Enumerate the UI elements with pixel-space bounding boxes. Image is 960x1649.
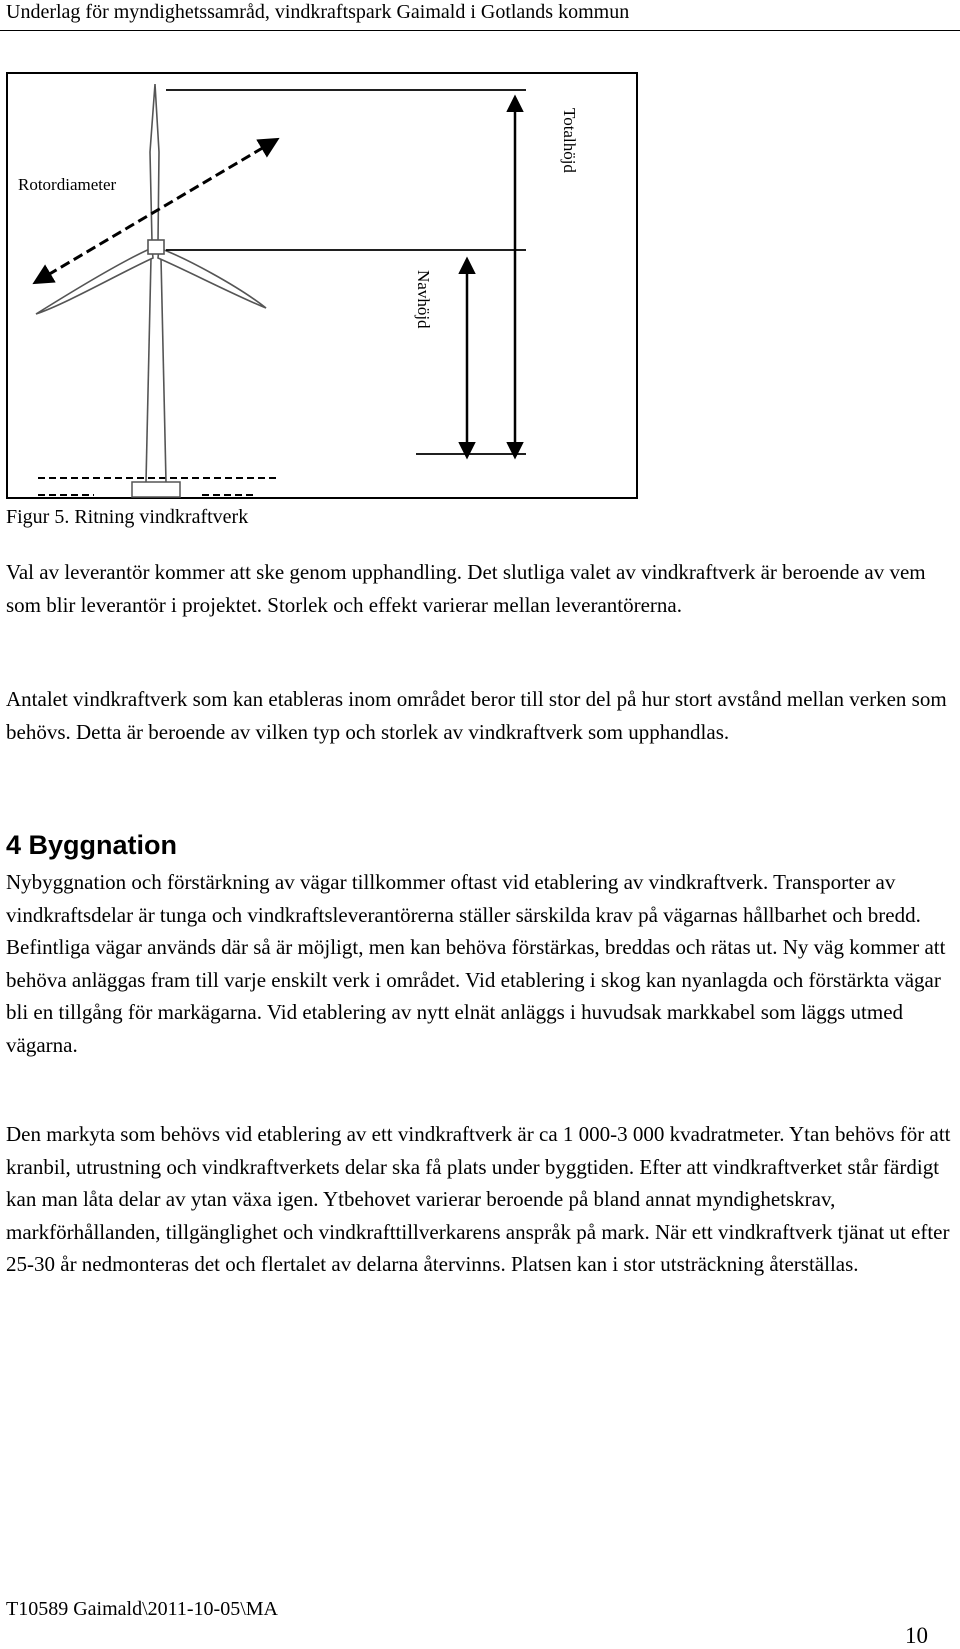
section-heading: 4 Byggnation: [6, 830, 178, 860]
paragraph-supplier: Val av leverantör kommer att ske genom upphandling. Det slutliga valet av vindkraftverk är beroende av vem som blir leverantör i projektet. Storlek och effekt varierar mellan leverantörerna.: [6, 560, 926, 617]
figure-frame: [7, 73, 637, 498]
header-divider: [0, 30, 960, 31]
paragraph-land-area: Den markyta som behövs vid etablering av ett vindkraftverk är ca 1 000-3 000 kvadratmeter. Ytan behövs för att kranbil, utrustning och vindkraftverkets delar ska få plats under byggtiden. Efter att vindkraftverket står färdigt kan man låta delar av ytan växa igen. Ytbehovet varierar beroende på bland annat myndighetskrav, markförhållanden, tillgänglighet och vindkrafttillverkarens anspråk på mark. När ett vindkraftverk tjänat ut efter 25-30 år nedmonteras det och flertalet av delarna återvinns. Platsen kan i stor utsträckning återställas.: [6, 1122, 951, 1276]
rotor-diameter-label: Rotordiameter: [18, 175, 117, 194]
turbine-hub: [148, 240, 164, 254]
page-number: 10: [905, 1623, 928, 1648]
page-header: Underlag för myndighetssamråd, vindkraftspark Gaimald i Gotlands kommun: [6, 1, 630, 23]
wind-turbine-figure: [6, 72, 638, 499]
paragraph-roads: Nybyggnation och förstärkning av vägar tillkommer oftast vid etablering av vindkraftverk. Transporter av vindkraftsdelar är tunga och vindkraftsleverantörerna ställer särskilda krav på vägarnas hållbarhet och bredd. Befintliga vägar används där så är möjligt, men kan behöva förstärkas, breddas och rätas ut. Ny väg kommer att behöva anläggas fram till varje enskilt verk i området. Vid etablering i skog kan nyanlagda och förstärkta vägar bli en tillgång för markägarna. Vid etablering av nytt elnät anläggs i huvudsak markkabel som läggs utmed vägarna.: [6, 870, 946, 1057]
figure-caption: Figur 5. Ritning vindkraftverk: [6, 506, 249, 528]
turbine-foundation: [132, 482, 180, 497]
hub-height-label: Navhöjd: [414, 270, 433, 329]
paragraph-turbine-count: Antalet vindkraftverk som kan etableras inom området beror till stor del på hur stort avstånd mellan verken som behövs. Detta är beroende av vilken typ och storlek av vindkraftverk som upphandlas.: [6, 687, 947, 744]
document-reference: T10589 Gaimald\2011-10-05\MA: [6, 1598, 279, 1620]
total-height-label: Totalhöjd: [560, 108, 579, 173]
